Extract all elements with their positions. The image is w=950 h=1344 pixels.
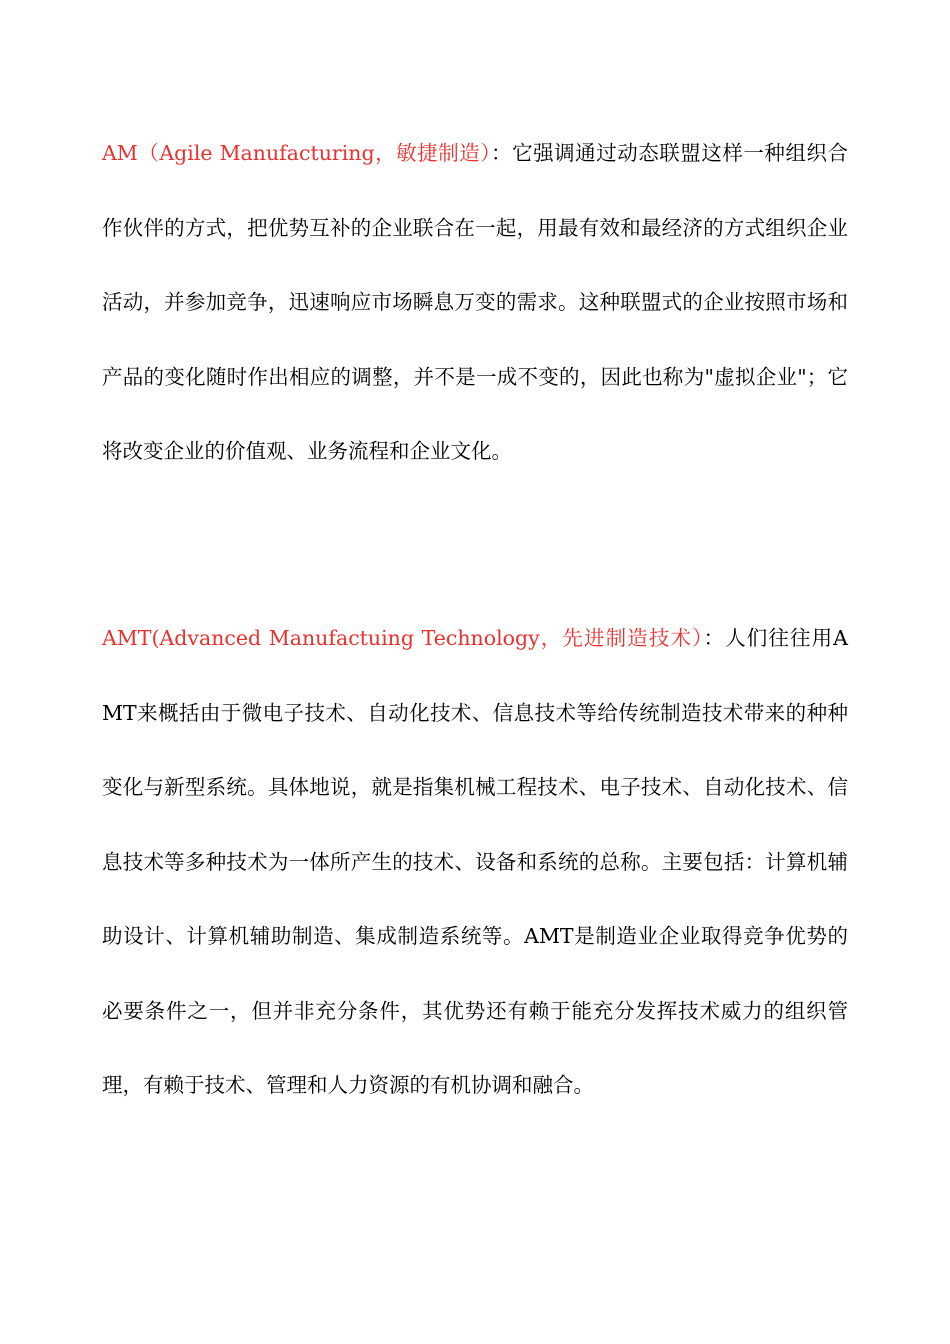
definition-amt: ：人们往往用AMT来概括由于微电子技术、自动化技术、信息技术等给传统制造技术带来的种种变化与新型系统。具体地说，就是指集机械工程技术、电子技术、自动化技术、信息技术等多种技术为一体所产生的技术、设备和系统的总称。主要包括：计算机辅助设计、计算机辅助制造、集成制造系统等。AMT是制造业企业取得竞争优势的必要条件之一，但并非充分条件，其优势还有赖于能充分发挥技术威力的组织管理，有赖于技术、管理和人力资源的有机协调和融合。: [102, 626, 848, 1097]
paragraph-am-definition: [102, 116, 848, 489]
term-amt: AMT(Advanced Manufactuing Technology，先进制造技术）: [102, 626, 704, 650]
term-am: AM（Agile Manufacturing，敏捷制造）: [102, 141, 492, 165]
paragraph-amt-definition: [102, 601, 848, 1123]
definition-am: ：它强调通过动态联盟这样一种组织合作伙伴的方式，把优势互补的企业联合在一起，用最有效和最经济的方式组织企业活动，并参加竞争，迅速响应市场瞬息万变的需求。这种联盟式的企业按照市场和产品的变化随时作出相应的调整，并不是一成不变的，因此也称为"虚拟企业"；它将改变企业的价值观、业务流程和企业文化。: [102, 141, 848, 463]
